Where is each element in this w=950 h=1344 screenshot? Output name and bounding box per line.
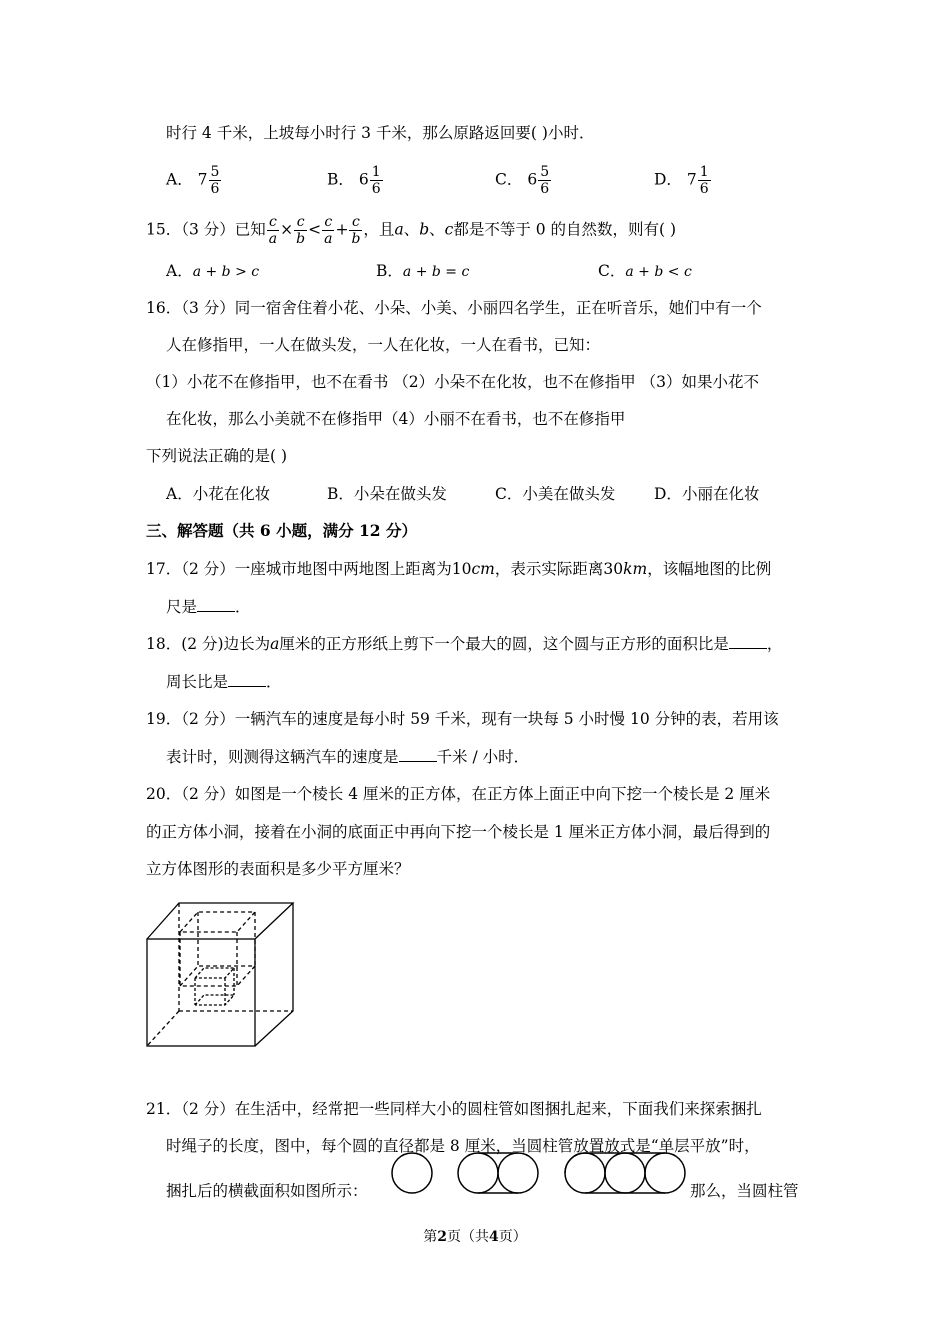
option-fraction: $\frac{5}{6}$: [540, 164, 550, 197]
two-pipes: [458, 1153, 538, 1193]
fraction-c-over-b-2: $\frac{c}{b}$: [351, 214, 361, 247]
option-letter: A．: [166, 170, 193, 189]
cube-right-face: [255, 903, 293, 1046]
q14-option-c[interactable]: [495, 164, 552, 197]
q17-line2: 尺是 ．: [166, 598, 251, 616]
option-whole: 6: [527, 170, 538, 189]
q14-option-a[interactable]: [166, 164, 222, 197]
page-footer: 第2页（共4页）: [423, 1229, 527, 1245]
single-pipe: [392, 1153, 432, 1193]
q20-line1: 20．（2 分）如图是一个棱长 4 厘米的正方体，在正方体上面正中向下挖一个棱长是 2 厘米: [146, 785, 771, 803]
section-heading: 三、解答题（共 6 小题，满分 12 分）: [146, 521, 417, 540]
q16-line3: （1）小花不在修指甲，也不在看书 （2）小朵不在化妆，也不在修指甲 （3）如果小花不: [146, 373, 759, 391]
four-pipes: [565, 1153, 685, 1193]
q16-line1: 16．（3 分）同一宿舍住着小花、小朵、小美、小丽四名学生，正在听音乐，她们中有一个: [146, 299, 762, 317]
answer-blank[interactable]: [399, 747, 437, 762]
option-letter: C．: [495, 170, 523, 189]
option-letter: D．: [654, 170, 682, 189]
q16-option-b[interactable]: B．小朵在做头发: [327, 485, 447, 503]
option-letter: B．: [327, 170, 354, 189]
q14-option-d[interactable]: [654, 164, 712, 197]
q14-continuation: 时行 4 千米，上坡每小时行 3 千米，那么原路返回要( )小时．: [166, 124, 595, 142]
q19-line2: 表计时，则测得这辆汽车的速度是 千米 / 小时．: [166, 748, 530, 766]
large-hole-outline: [180, 912, 255, 986]
q21-line2: 时绳子的长度，图中，每个圆的直径都是 8 厘米，当圆柱管放置放式是“单层平放”时，: [166, 1137, 760, 1155]
q16-option-c[interactable]: C．小美在做头发: [495, 485, 616, 503]
q16-option-d[interactable]: D．小丽在化妆: [654, 485, 760, 503]
q16-line5: 下列说法正确的是( ): [146, 447, 288, 465]
option-whole: 7: [686, 170, 697, 189]
fraction-c-over-b: $\frac{c}{b}$: [296, 214, 306, 247]
q14-option-b[interactable]: [327, 164, 384, 197]
bundled-pipes-figure: [390, 1148, 690, 1200]
q20-line2: 的正方体小洞，接着在小洞的底面正中再向下挖一个棱长是 1 厘米正方体小洞，最后得到的: [146, 823, 771, 841]
q21-line1: 21．（2 分）在生活中，经常把一些同样大小的圆柱管如图捆扎起来，下面我们来探索捆扎: [146, 1100, 762, 1118]
option-fraction: $\frac{5}{6}$: [210, 164, 220, 197]
cube-top-face: [147, 903, 293, 939]
q21-line3-right: 那么，当圆柱管: [690, 1182, 799, 1200]
q15-option-c[interactable]: C．a + b < c: [598, 262, 692, 280]
q16-line2: 人在修指甲，一人在做头发，一人在化妆，一人在看书，已知：: [166, 336, 601, 354]
answer-blank[interactable]: [228, 672, 266, 687]
q20-line3: 立方体图形的表面积是多少平方厘米？: [146, 860, 410, 878]
q15-stem: 15．（3 分）已知 $\frac{c}{a}$ × $\frac{c}{b}$ < $\frac{c}{a}$ + $\frac{c}{b}$ ，且a、b、c都是不等于 0 的自然数，则有( ): [146, 214, 677, 247]
q15-option-b[interactable]: B．a + b = c: [376, 262, 470, 280]
q16-option-a[interactable]: A．小花在化妆: [166, 485, 271, 503]
fraction-c-over-a-2: $\frac{c}{a}$: [324, 214, 333, 247]
option-fraction: $\frac{1}{6}$: [371, 164, 381, 197]
q18-line1: 18．(2 分)边长为a厘米的正方形纸上剪下一个最大的圆，这个圆与正方形的面积比是 ，: [146, 635, 783, 653]
q18-line2: 周长比是 ．: [166, 673, 282, 691]
q17-line1: 17．（2 分）一座城市地图中两地图上距离为10cm，表示实际距离30km，该幅地图的比例: [146, 560, 772, 578]
q21-line3-left: 捆扎后的横截面积如图所示：: [166, 1182, 368, 1200]
answer-blank[interactable]: [729, 634, 767, 649]
option-whole: 7: [197, 170, 208, 189]
cube-figure: [140, 898, 305, 1053]
q16-line4: 在化妆，那么小美就不在修指甲（4）小丽不在看书，也不在修指甲: [166, 410, 626, 428]
q19-line1: 19．（2 分）一辆汽车的速度是每小时 59 千米，现有一块每 5 小时慢 10 分钟的表，若用该: [146, 710, 779, 728]
option-fraction: $\frac{1}{6}$: [699, 164, 709, 197]
fraction-c-over-a: $\frac{c}{a}$: [268, 214, 278, 247]
q15-option-a[interactable]: A．a + b > c: [166, 262, 260, 280]
cube-front-face: [147, 939, 255, 1046]
answer-blank[interactable]: [197, 597, 235, 612]
option-whole: 6: [358, 170, 369, 189]
